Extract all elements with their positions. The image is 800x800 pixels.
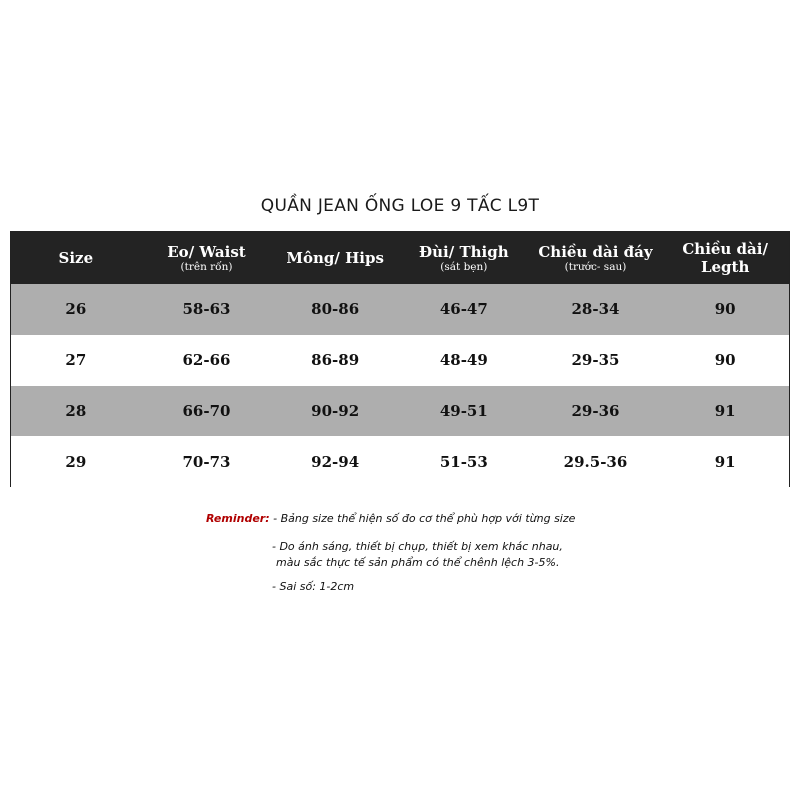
header-label: Mông/ Hips: [286, 249, 384, 267]
cell-length: 90: [714, 351, 736, 370]
cell-rise: 29.5-36: [563, 452, 628, 471]
cell-hips: 92-94: [311, 452, 360, 471]
header-hips: [272, 232, 398, 284]
cell-waist: 70-73: [182, 452, 231, 471]
header-label: Chiều dài đáy: [538, 242, 653, 261]
header-length: [661, 232, 789, 284]
size-chart-table: [10, 231, 790, 487]
cell-hips: 86-89: [311, 351, 360, 370]
cell-hips: 90-92: [311, 401, 360, 420]
cell-size: 27: [65, 351, 87, 370]
cell-hips: 80-86: [311, 300, 360, 319]
header-thigh: [398, 232, 530, 284]
reminder-label: Reminder:: [206, 512, 270, 525]
reminder-line-2: - Do ánh sáng, thiết bị chụp, thiết bị xem khác nhau,: [272, 540, 563, 553]
header-label: Eo/ Waist: [167, 242, 246, 261]
header-size: [11, 232, 141, 284]
cell-rise: 29-35: [571, 351, 620, 370]
header-label: Size: [58, 249, 94, 267]
header-label: Đùi/ Thigh: [419, 242, 509, 261]
cell-rise: 28-34: [571, 300, 620, 319]
header-rise: [530, 232, 662, 284]
cell-thigh: 51-53: [439, 452, 488, 471]
cell-thigh: 46-47: [439, 300, 488, 319]
cell-rise: 29-36: [571, 401, 620, 420]
cell-waist: 58-63: [182, 300, 231, 319]
header-sublabel: (sát bẹn): [440, 260, 488, 273]
table-row: [11, 284, 789, 335]
reminder-line-3: màu sắc thực tế sản phẩm có thể chênh lệch 3-5%.: [276, 556, 560, 569]
table-row: [11, 386, 789, 437]
page-title: QUẦN JEAN ỐNG LOE 9 TẤC L9T: [260, 196, 540, 216]
cell-thigh: 48-49: [439, 351, 488, 370]
table-row: [11, 436, 789, 487]
table-header-row: [11, 232, 789, 284]
cell-length: 91: [714, 401, 736, 420]
cell-size: 28: [65, 401, 87, 420]
header-sublabel: (trước- sau): [564, 260, 627, 273]
header-label: Chiều dài/: [682, 240, 768, 258]
cell-size: 29: [65, 452, 87, 471]
header-waist: [141, 232, 273, 284]
cell-waist: 62-66: [182, 351, 231, 370]
cell-size: 26: [65, 300, 87, 319]
cell-thigh: 49-51: [439, 401, 488, 420]
cell-length: 90: [714, 300, 736, 319]
reminder-text: - Bảng size thể hiện số đo cơ thể phù hợp với từng size: [273, 512, 576, 525]
reminder-line-1: [206, 512, 575, 525]
header-label-line2: Legth: [700, 258, 750, 276]
reminder-line-4: - Sai số: 1-2cm: [272, 580, 355, 593]
table-row: [11, 335, 789, 386]
header-sublabel: (trên rốn): [180, 260, 233, 273]
cell-length: 91: [714, 452, 736, 471]
cell-waist: 66-70: [182, 401, 231, 420]
